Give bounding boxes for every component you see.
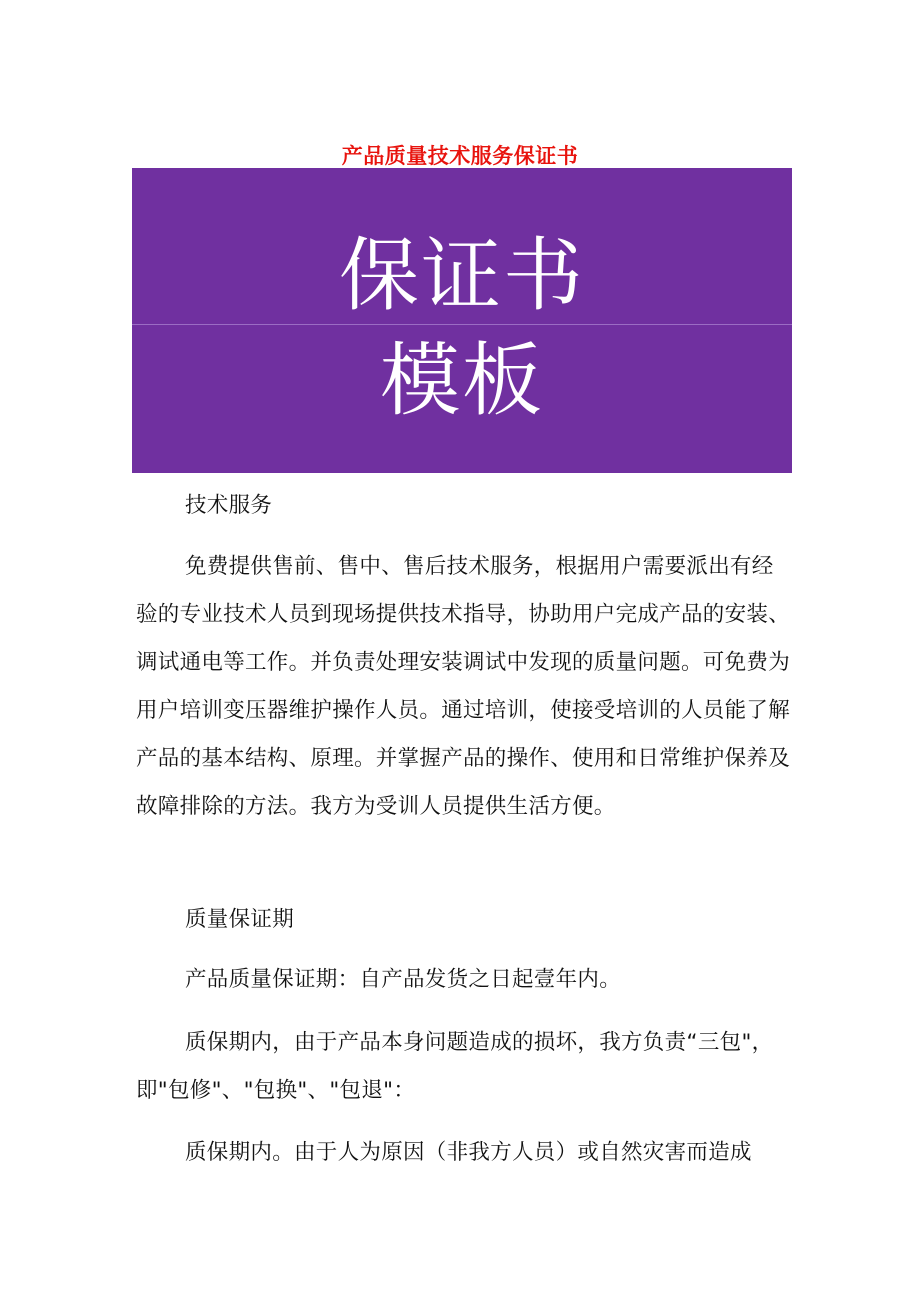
banner-title-line2: 模板	[380, 334, 544, 427]
paragraph-tech-service: 免费提供售前、售中、售后技术服务，根据用户需要派出有经验的专业技术人员到现场提供技术指导，协助用户完成产品的安装、调试通电等工作。并负责处理安装调试中发现的质量问题。可免费为用户培训变压器维护操作人员。通过培训，使接受培训的人员能了解产品的基本结构、原理。并掌握产品的操作、使用和日常维护保养及故障排除的方法。我方为受训人员提供生活方便。	[136, 554, 791, 819]
banner-divider	[132, 324, 792, 325]
section-heading-warranty: 质量保证期	[185, 907, 295, 932]
paragraph-human-cause: 质保期内。由于人为原因（非我方人员）或自然灾害而造成	[185, 1140, 752, 1165]
section-heading-tech-service: 技术服务	[185, 493, 273, 518]
banner-title-line1: 保证书	[339, 229, 585, 322]
paragraph-warranty-period: 产品质量保证期：自产品发货之日起壹年内。	[185, 967, 622, 992]
cover-banner	[132, 168, 792, 473]
paragraph-three-guarantees: 质保期内，由于产品本身问题造成的损坏，我方负责“三包"，即"包修"、"包换"、"包退"：	[136, 1030, 774, 1103]
document-title: 产品质量技术服务保证书	[341, 144, 579, 168]
